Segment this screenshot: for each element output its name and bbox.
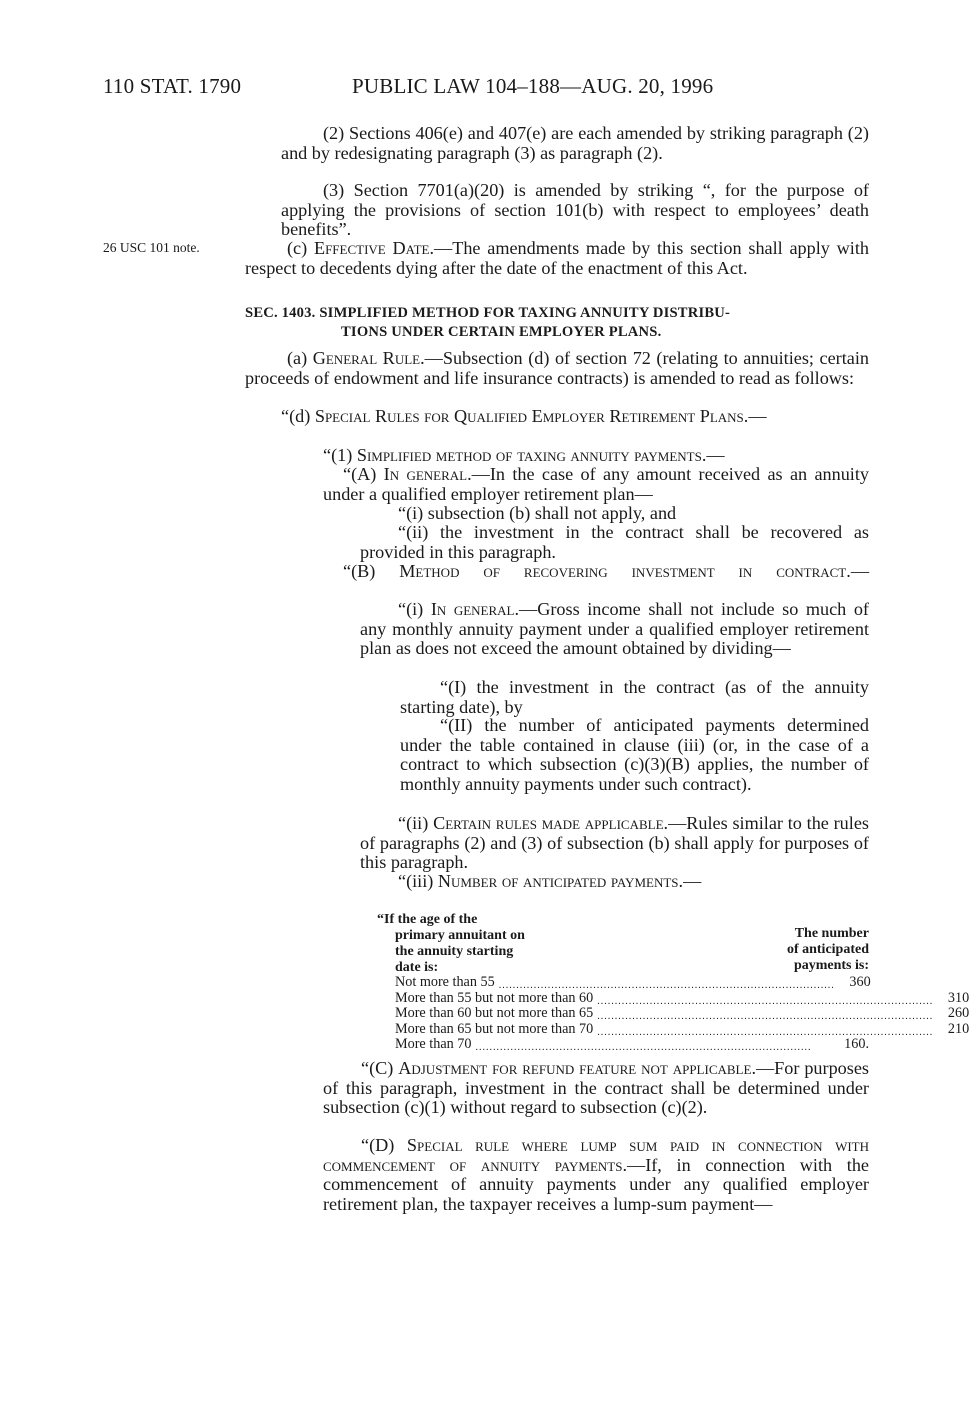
paragraph-text: .—For purposes of this paragraph, investment in the contract shall be determined under subsection (c)(1) without regard to subsection (c)(2).	[323, 1058, 869, 1117]
table-cell-payments: 360	[849, 974, 871, 990]
paragraph-caption: Effective Date	[313, 238, 430, 258]
paragraph-lead: “(D)	[361, 1135, 407, 1155]
table-header-line: primary annuitant on	[395, 928, 525, 943]
table-header-age	[377, 912, 525, 976]
paragraph-lead: (a)	[287, 348, 313, 368]
table-cell-age: More than 60 but not more than 65	[395, 1005, 594, 1021]
section-heading-line-2: TIONS UNDER CERTAIN EMPLOYER PLANS.	[341, 324, 662, 340]
running-title: PUBLIC LAW 104–188—AUG. 20, 1996	[352, 74, 714, 98]
subparagraph-D	[323, 1136, 869, 1214]
paragraph-lead: “(ii)	[398, 813, 434, 833]
paragraph-text: .—Subsection (d) of section 72 (relating to annuities; certain proceeds of endowment and life insurance contracts) is amended to read as follows:	[245, 348, 870, 388]
paragraph-text: .—Rules similar to the rules of paragraphs (2) and (3) of subsection (b) shall apply for purposes of this paragraph.	[360, 813, 869, 872]
margin-note: 26 USC 101 note.	[103, 240, 200, 255]
table-cell-age: More than 55 but not more than 60	[395, 990, 594, 1006]
paragraph-c-effective-date	[245, 239, 869, 278]
subparagraph-C	[323, 1059, 869, 1118]
section-heading	[245, 304, 869, 342]
table-header-line: The number	[794, 926, 869, 941]
subsection-d-heading	[245, 407, 869, 427]
table-cell-payments: 210	[947, 1021, 969, 1037]
paragraph-lead: “(A)	[343, 464, 384, 484]
table-cell-age: More than 70	[395, 1036, 472, 1052]
leader-dots: ................................................................................................	[498, 980, 835, 991]
paragraph-lead: “(C)	[361, 1058, 399, 1078]
subclause-II: “(II) the number of anticipated payments determined under the table contained in clause (iii) (or, in the case of a contract to which subsection (c)(3)(B) applies, the number of monthly annuity payments under such contract).	[400, 715, 869, 794]
paragraph-caption: Number of anticipated payments	[437, 871, 679, 891]
table-header-line: of anticipated	[786, 942, 869, 957]
paragraph-caption: In general	[383, 464, 468, 484]
paragraph-caption: In general	[430, 599, 515, 619]
table-cell-age: More than 65 but not more than 70	[395, 1021, 594, 1037]
paragraph-lead: “(iii)	[398, 871, 438, 891]
subparagraph-B-heading	[323, 562, 869, 582]
paragraph-lead: “(1)	[323, 445, 357, 465]
paragraph-caption: General Rule	[312, 348, 421, 368]
table-header-line: the annuity starting	[395, 944, 514, 959]
paragraph-text: .—	[743, 406, 767, 426]
section-heading-line-1: SEC. 1403. SIMPLIFIED METHOD FOR TAXING ANNUITY DISTRIBU-	[245, 305, 731, 321]
paragraph-text: .—In the case of any amount received as an annuity under a qualified employer retirement plan—	[323, 464, 870, 504]
clause-A-ii: “(ii) the investment in the contract shall be recovered as provided in this paragraph.	[360, 522, 869, 562]
paragraph-lead: “(i)	[398, 599, 431, 619]
table-header-payments	[700, 926, 869, 974]
paragraph-text: .—	[846, 561, 869, 581]
paragraph-1-heading	[323, 446, 869, 466]
leader-dots: ................................................................................................	[597, 996, 934, 1007]
clause-B-ii	[360, 814, 869, 873]
clause-B-i	[360, 600, 869, 659]
paragraph-caption: Simplified method of taxing annuity payments	[356, 445, 702, 465]
paragraph-a-general-rule	[245, 349, 869, 388]
paragraph-2: (2) Sections 406(e) and 407(e) are each amended by striking paragraph (2) and by redesignating paragraph (3) as paragraph (2).	[281, 123, 869, 163]
leader-dots: ................................................................................................	[597, 1011, 934, 1022]
table-header-line: “If the age of the	[377, 912, 478, 927]
clause-A-i: “(i) subsection (b) shall not apply, and	[398, 503, 677, 523]
paragraph-text: .—	[701, 445, 725, 465]
paragraph-text: .—The amendments made by this section shall apply with respect to decedents dying after the date of the enactment of this Act.	[245, 238, 869, 278]
clause-B-iii	[360, 872, 869, 892]
table-row	[395, 1037, 869, 1056]
table-header-line: date is:	[395, 960, 439, 975]
paragraph-caption: Special rule where lump sum paid in connection with commencement of annuity payments	[323, 1135, 870, 1175]
paragraph-text: .—Gross income shall not include so much of any monthly annuity payment under a qualified employer retirement plan as does not exceed the amount obtained by dividing—	[360, 599, 869, 658]
paragraph-caption: Method of recovering investment in contract	[399, 561, 847, 581]
table-cell-payments: 310	[947, 990, 969, 1006]
table-cell-payments: 160.	[844, 1036, 869, 1052]
paragraph-3: (3) Section 7701(a)(20) is amended by striking “, for the purpose of applying the provisions of section 101(b) with respect to employees’ death benefits”.	[281, 180, 869, 239]
paragraph-text: .—	[678, 871, 702, 891]
paragraph-lead: “(B)	[343, 561, 400, 581]
subclause-I: “(I) the investment in the contract (as of the annuity starting date), by	[400, 677, 869, 717]
leader-dots: ................................................................................................	[597, 1027, 934, 1038]
subparagraph-A	[323, 465, 869, 504]
paragraph-lead: “(d)	[281, 406, 315, 426]
leader-dots: ................................................................................................	[475, 1042, 812, 1053]
paragraph-text: .—If, in connection with the commencement of annuity payments under any qualified employer retirement plan, the taxpayer receives a lump-sum payment—	[323, 1154, 869, 1214]
table-header-line: payments is:	[793, 958, 869, 973]
paragraph-caption: Special Rules for Qualified Employer Retirement Plans	[314, 406, 744, 426]
table-cell-age: Not more than 55	[395, 974, 495, 990]
paragraph-caption: Certain rules made applicable	[433, 813, 664, 833]
table-cell-payments: 260	[947, 1005, 969, 1021]
paragraph-lead: (c)	[287, 238, 314, 258]
page-citation: 110 STAT. 1790	[103, 74, 242, 98]
paragraph-caption: Adjustment for refund feature not applicable	[398, 1058, 752, 1078]
